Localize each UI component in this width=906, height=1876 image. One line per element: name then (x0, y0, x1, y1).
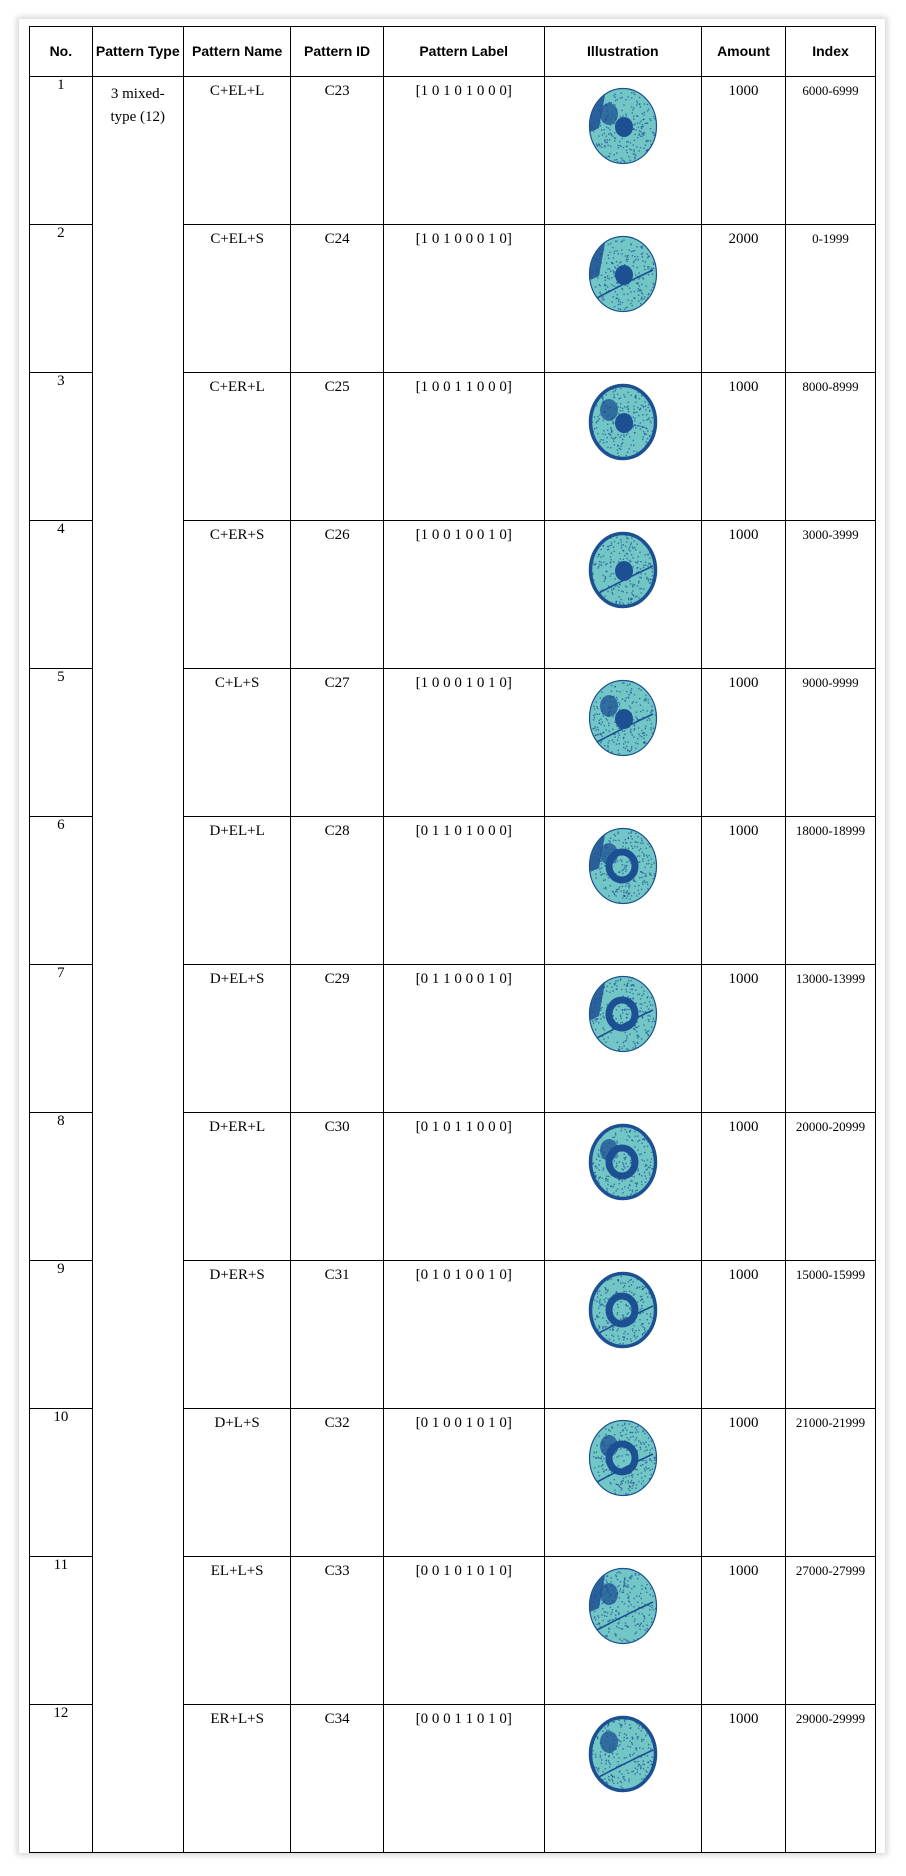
pattern-name-text: C+EL+S (210, 231, 264, 247)
index-range-text: 6000-6999 (802, 83, 859, 98)
wafer-center-edgering-loc-icon (585, 381, 661, 463)
pattern-name (183, 1261, 291, 1409)
amount-text: 1000 (728, 379, 759, 395)
row-number: 2 (30, 225, 93, 373)
index-range (786, 373, 876, 521)
index-range (786, 1113, 876, 1261)
index-range-text: 15000-15999 (795, 1267, 866, 1282)
pattern-type-text: 3 mixed-type (12) (110, 86, 166, 125)
wafer-donut-loc-scratch-icon (585, 1417, 661, 1499)
pattern-id (291, 1409, 383, 1557)
pattern-label-text: [1 0 0 1 1 0 0 0] (415, 379, 512, 395)
amount-text: 1000 (728, 675, 759, 691)
pattern-name-text: C+EL+L (209, 83, 265, 99)
wafer-donut-edgering-scratch-icon (585, 1269, 661, 1351)
illustration-cell (544, 817, 701, 965)
index-range (786, 965, 876, 1113)
illustration-cell (544, 521, 701, 669)
pattern-label (383, 1113, 544, 1261)
pattern-name (183, 1409, 291, 1557)
pattern-name-text: D+ER+S (209, 1267, 265, 1283)
amount (702, 521, 786, 669)
amount (702, 225, 786, 373)
pattern-name-text: ER+L+S (210, 1711, 264, 1727)
index-range-text: 21000-21999 (795, 1415, 866, 1430)
pattern-id-text: C34 (324, 1711, 350, 1727)
wafer-center-edgeloc-loc-icon (585, 85, 661, 167)
pattern-name (183, 1113, 291, 1261)
pattern-id-text: C24 (324, 231, 350, 247)
index-range (786, 1409, 876, 1557)
amount-text: 1000 (728, 823, 759, 839)
pattern-label (383, 225, 544, 373)
index-range-text: 0-1999 (812, 231, 849, 246)
illustration-cell (544, 669, 701, 817)
pattern-id-text: C26 (324, 527, 350, 543)
pattern-name (183, 77, 291, 225)
pattern-label-text: [0 1 0 1 1 0 0 0] (415, 1119, 512, 1135)
row-number: 7 (30, 965, 93, 1113)
table-row (30, 77, 876, 225)
index-range (786, 1557, 876, 1705)
row-number: 12 (30, 1705, 93, 1853)
illustration-cell (544, 1113, 701, 1261)
amount (702, 1557, 786, 1705)
index-range (786, 669, 876, 817)
wafer-center-loc-scratch-icon (585, 677, 661, 759)
pattern-label-text: [0 1 0 1 0 0 1 0] (415, 1267, 512, 1283)
pattern-label-text: [0 1 0 0 1 0 1 0] (415, 1415, 512, 1431)
document-page (19, 19, 885, 1853)
wafer-donut-edgeloc-scratch-icon (585, 973, 661, 1055)
pattern-id-text: C30 (324, 1119, 350, 1135)
pattern-id (291, 373, 383, 521)
wafer-edgering-loc-scratch-icon (585, 1713, 661, 1795)
pattern-label-text: [1 0 0 0 1 0 1 0] (415, 675, 512, 691)
pattern-name-text: D+ER+L (209, 1119, 266, 1135)
amount (702, 1113, 786, 1261)
amount (702, 965, 786, 1113)
pattern-label (383, 1557, 544, 1705)
pattern-name-text: C+ER+S (209, 527, 265, 543)
amount (702, 373, 786, 521)
index-range-text: 27000-27999 (795, 1563, 866, 1578)
pattern-name (183, 521, 291, 669)
header-pattern-name: Pattern Name (183, 27, 291, 77)
pattern-name (183, 669, 291, 817)
pattern-label (383, 965, 544, 1113)
pattern-label-text: [0 0 0 1 1 0 1 0] (415, 1711, 512, 1727)
pattern-label-text: [0 1 1 0 1 0 0 0] (415, 823, 512, 839)
pattern-label-text: [1 0 1 0 1 0 0 0] (415, 83, 512, 99)
row-number: 3 (30, 373, 93, 521)
illustration-cell (544, 225, 701, 373)
row-number: 4 (30, 521, 93, 669)
header-illustration: Illustration (544, 27, 701, 77)
amount (702, 1261, 786, 1409)
illustration-cell (544, 965, 701, 1113)
pattern-id-text: C27 (324, 675, 350, 691)
pattern-label (383, 1409, 544, 1557)
amount (702, 817, 786, 965)
pattern-name-text: D+EL+S (209, 971, 265, 987)
amount-text: 1000 (728, 971, 759, 987)
amount-text: 1000 (728, 1415, 759, 1431)
index-range (786, 225, 876, 373)
wafer-donut-edgeloc-loc-icon (585, 825, 661, 907)
amount (702, 77, 786, 225)
row-number: 10 (30, 1409, 93, 1557)
row-number: 8 (30, 1113, 93, 1261)
pattern-name (183, 965, 291, 1113)
pattern-id (291, 1557, 383, 1705)
row-number: 6 (30, 817, 93, 965)
wafer-donut-edgering-loc-icon (585, 1121, 661, 1203)
header-pattern-id: Pattern ID (291, 27, 383, 77)
illustration-cell (544, 77, 701, 225)
index-range-text: 18000-18999 (795, 823, 866, 838)
pattern-id (291, 225, 383, 373)
wafer-center-edgeloc-scratch-icon (585, 233, 661, 315)
amount-text: 2000 (728, 231, 759, 247)
illustration-cell (544, 373, 701, 521)
index-range-text: 20000-20999 (795, 1119, 866, 1134)
pattern-name-text: C+L+S (214, 675, 260, 691)
header-amount: Amount (702, 27, 786, 77)
index-range-text: 8000-8999 (802, 379, 859, 394)
pattern-name (183, 1557, 291, 1705)
row-number: 5 (30, 669, 93, 817)
pattern-label-text: [0 0 1 0 1 0 1 0] (415, 1563, 512, 1579)
pattern-name (183, 373, 291, 521)
pattern-label-text: [1 0 1 0 0 0 1 0] (415, 231, 512, 247)
pattern-table (29, 26, 876, 1853)
pattern-label (383, 77, 544, 225)
pattern-label-text: [0 1 1 0 0 0 1 0] (415, 971, 512, 987)
pattern-id-text: C32 (324, 1415, 350, 1431)
pattern-name-text: D+L+S (214, 1415, 260, 1431)
pattern-label-text: [1 0 0 1 0 0 1 0] (415, 527, 512, 543)
pattern-id-text: C25 (324, 379, 350, 395)
illustration-cell (544, 1409, 701, 1557)
pattern-id (291, 1113, 383, 1261)
pattern-label (383, 521, 544, 669)
pattern-id (291, 817, 383, 965)
illustration-cell (544, 1261, 701, 1409)
amount (702, 1409, 786, 1557)
pattern-label (383, 373, 544, 521)
pattern-label (383, 1705, 544, 1853)
pattern-id-text: C28 (324, 823, 350, 839)
pattern-label (383, 669, 544, 817)
row-number: 9 (30, 1261, 93, 1409)
table-body (30, 77, 876, 1853)
pattern-id-text: C31 (324, 1267, 350, 1283)
index-range-text: 9000-9999 (802, 675, 859, 690)
pattern-name (183, 1705, 291, 1853)
index-range-text: 3000-3999 (802, 527, 859, 542)
pattern-id (291, 1261, 383, 1409)
pattern-id (291, 669, 383, 817)
header-index: Index (786, 27, 876, 77)
pattern-label (383, 817, 544, 965)
index-range-text: 13000-13999 (795, 971, 866, 986)
wafer-edgeloc-loc-scratch-icon (585, 1565, 661, 1647)
pattern-name-text: EL+L+S (210, 1563, 264, 1579)
pattern-name-text: D+EL+L (209, 823, 265, 839)
amount-text: 1000 (728, 1711, 759, 1727)
amount (702, 1705, 786, 1853)
pattern-id (291, 521, 383, 669)
index-range (786, 1261, 876, 1409)
amount-text: 1000 (728, 1119, 759, 1135)
amount-text: 1000 (728, 1267, 759, 1283)
illustration-cell (544, 1557, 701, 1705)
pattern-id (291, 77, 383, 225)
pattern-id (291, 965, 383, 1113)
index-range (786, 77, 876, 225)
pattern-type-cell (92, 77, 183, 1853)
header-row (30, 27, 876, 77)
illustration-cell (544, 1705, 701, 1853)
amount-text: 1000 (728, 527, 759, 543)
pattern-id-text: C23 (324, 83, 350, 99)
index-range (786, 1705, 876, 1853)
pattern-name (183, 817, 291, 965)
pattern-name-text: C+ER+L (209, 379, 265, 395)
pattern-id (291, 1705, 383, 1853)
amount (702, 669, 786, 817)
amount-text: 1000 (728, 1563, 759, 1579)
index-range (786, 817, 876, 965)
pattern-label (383, 1261, 544, 1409)
amount-text: 1000 (728, 83, 759, 99)
pattern-name (183, 225, 291, 373)
wafer-center-edgering-scratch-icon (585, 529, 661, 611)
header-pattern-type: Pattern Type (92, 27, 183, 77)
pattern-id-text: C29 (324, 971, 350, 987)
index-range-text: 29000-29999 (795, 1711, 866, 1726)
header-pattern-label: Pattern Label (383, 27, 544, 77)
header-no: No. (30, 27, 93, 77)
index-range (786, 521, 876, 669)
row-number: 1 (30, 77, 93, 225)
row-number: 11 (30, 1557, 93, 1705)
pattern-id-text: C33 (324, 1563, 350, 1579)
